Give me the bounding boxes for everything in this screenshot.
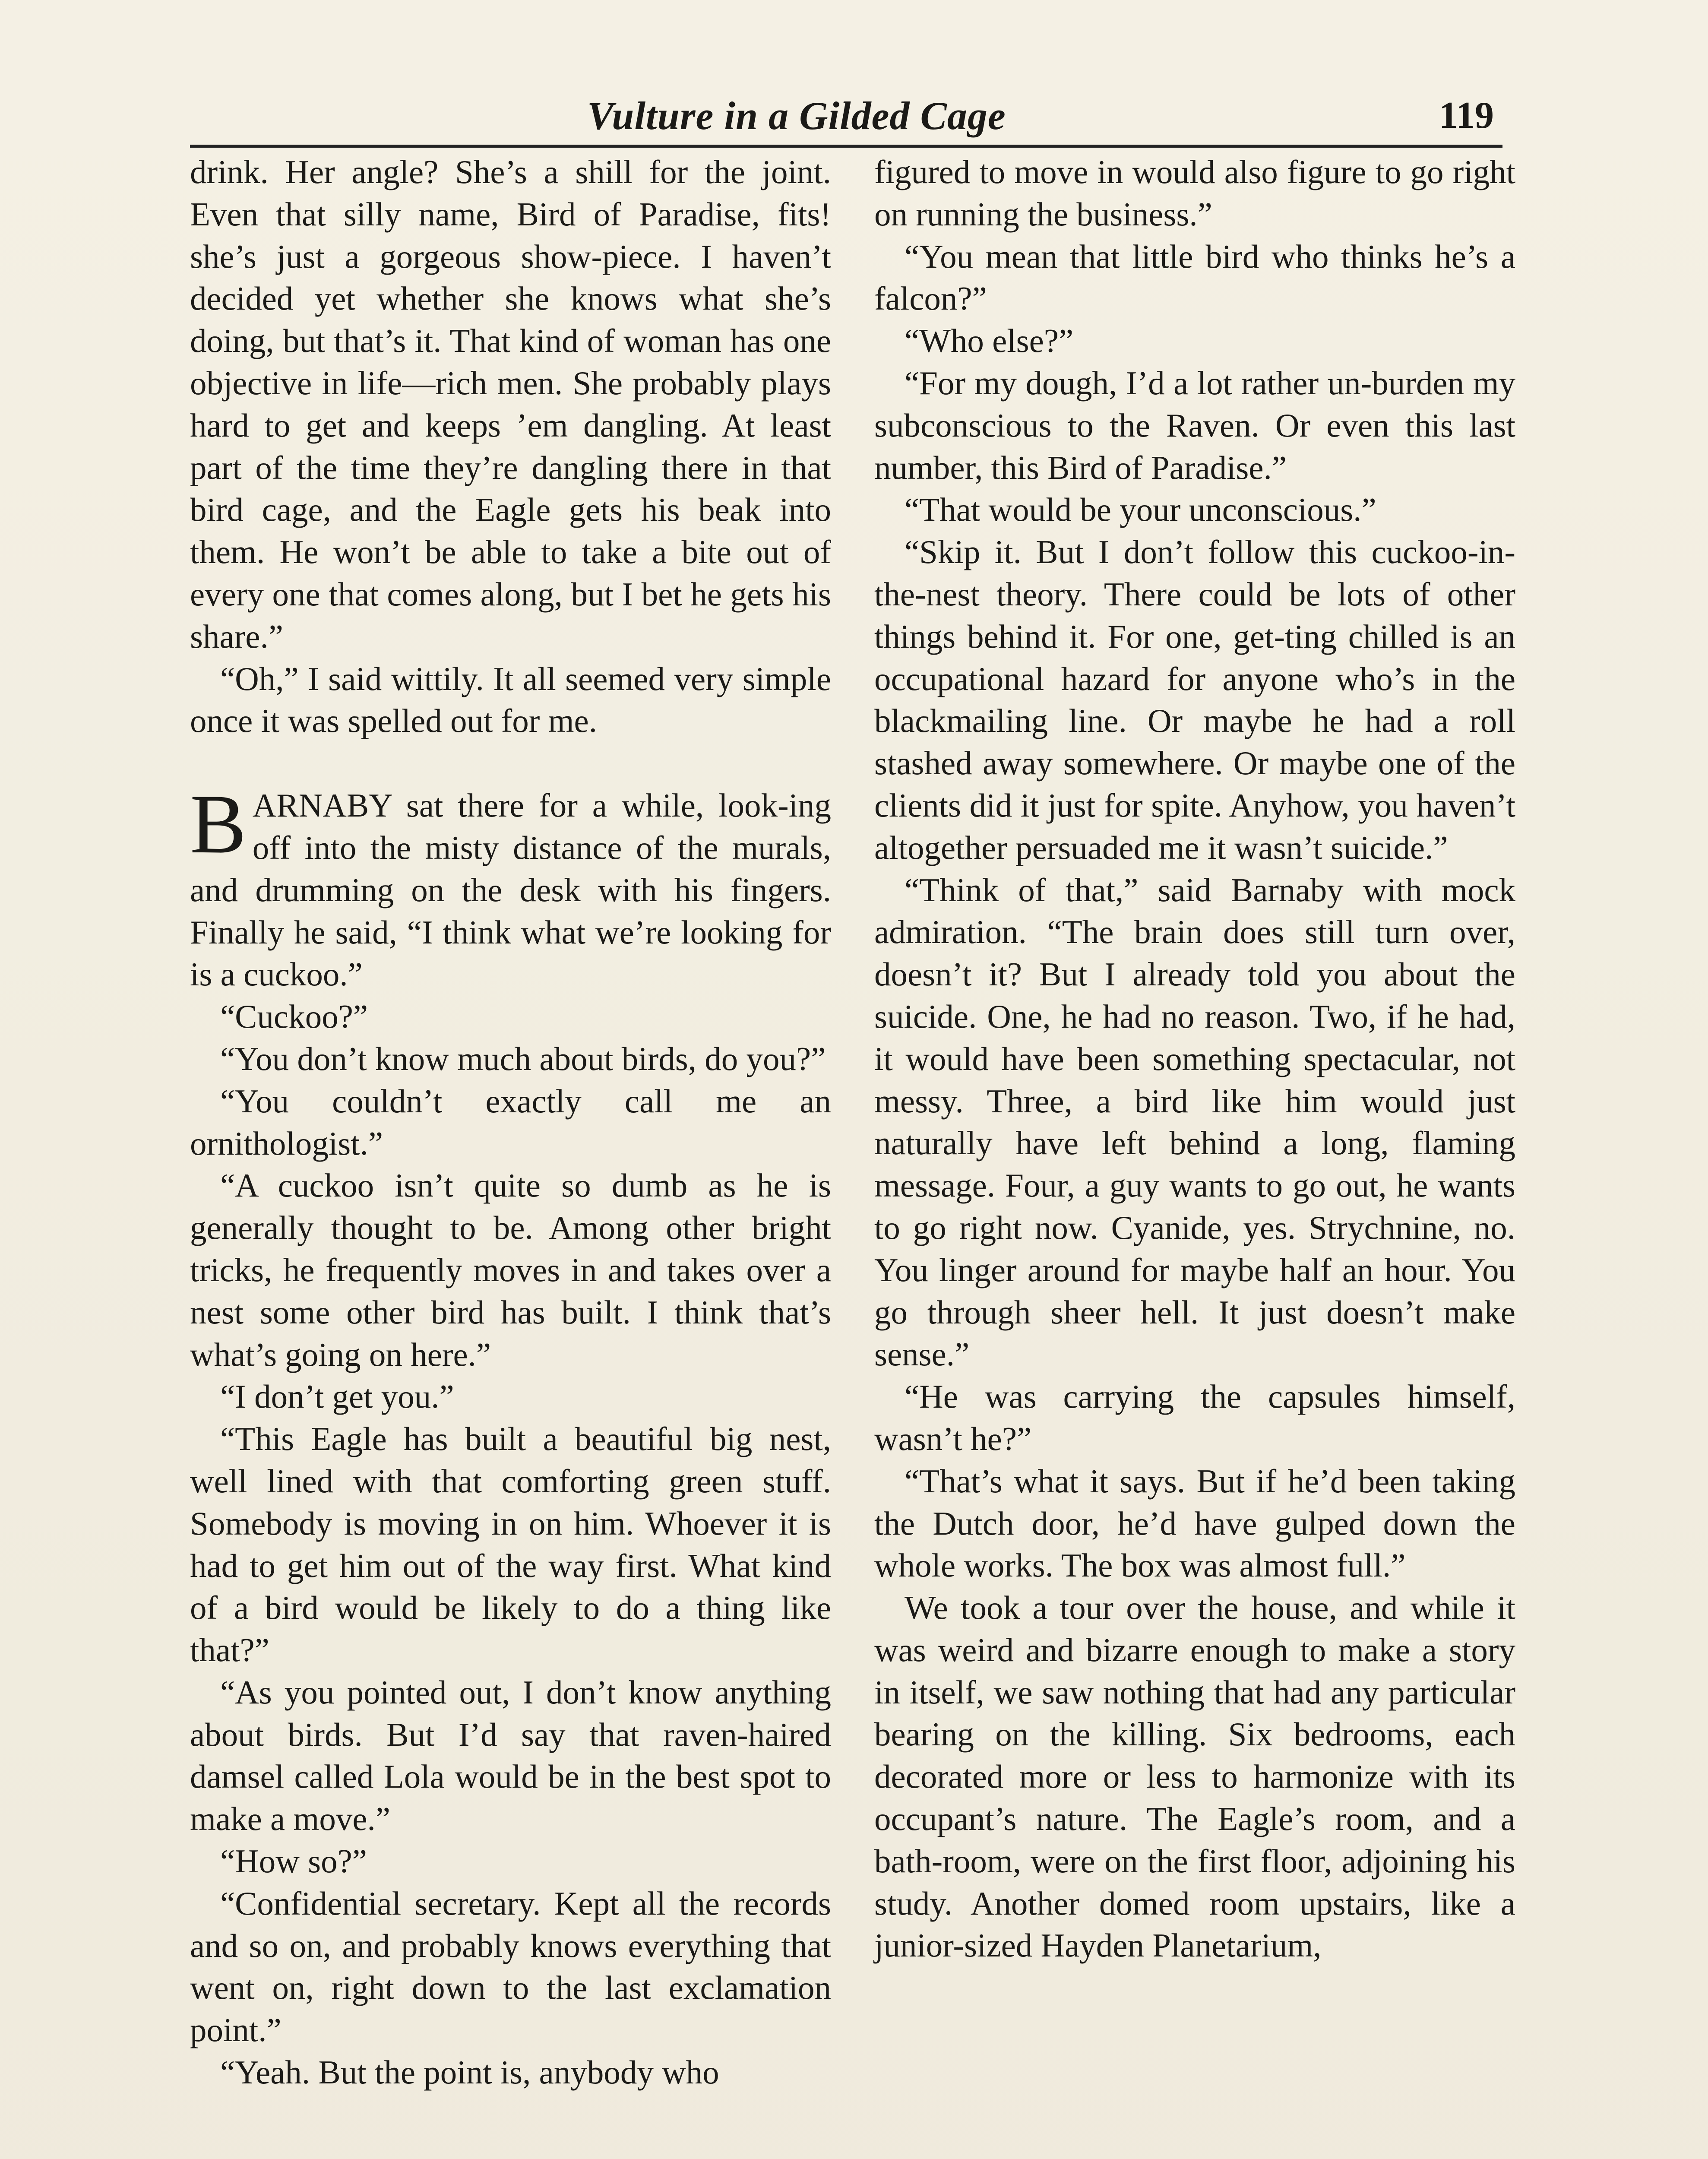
paragraph: We took a tour over the house, and while it was weird and bizarre enough to make a story in itself, we saw nothing that had any particular bearing on the killing. Six bedrooms, each decorated more or less to harmonize with its occupant’s nature. The Eagle’s room, and a bath-room, were on the first floor, adjoining his study. Another domed room upstairs, like a junior-sized Hayden Planetarium, xyxy=(874,1589,1515,1964)
paragraph: “You couldn’t exactly call me an ornithologist.” xyxy=(190,1082,831,1162)
paragraph-text: ARNABY sat there for a while, look-ing off into the misty distance of the murals, and drumming on the desk with his fingers. Finally he said, “I think what we’re looking for is a cuckoo.” xyxy=(190,787,831,993)
paragraph: “For my dough, I’d a lot rather un-burden my subconscious to the Raven. Or even this last number, this Bird of Paradise.” xyxy=(874,364,1515,486)
paragraph: “I don’t get you.” xyxy=(220,1378,454,1415)
section-opening-paragraph xyxy=(190,777,831,996)
paragraph: figured to move in would also figure to go right on running the business.” xyxy=(874,153,1515,233)
page-number: 119 xyxy=(1439,95,1494,136)
right-column xyxy=(874,151,1515,1967)
paragraph: “You don’t know much about birds, do you?” xyxy=(220,1040,826,1077)
paragraph: “He was carrying the capsules himself, wasn’t he?” xyxy=(874,1378,1515,1457)
page-header xyxy=(190,93,1502,148)
running-title: Vulture in a Gilded Cage xyxy=(587,94,1006,138)
paragraph: “Think of that,” said Barnaby with mock admiration. “The brain does still turn over, doesn’t it? But I already told you about the suicide. One, he had no reason. Two, if he had, it would have been something spectacular, not messy. Three, a bird like him would just naturally have left behind a long, flaming message. Four, a guy wants to go out, he wants to go right now. Cyanide, yes. Strychnine, no. You linger around for maybe half an hour. You go through sheer hell. It just doesn’t make sense.” xyxy=(874,871,1515,1373)
left-column xyxy=(190,151,831,2094)
paragraph: “Skip it. But I don’t follow this cuckoo-in-the-nest theory. There could be lots of other things behind it. For one, get-ting chilled is an occupational hazard for anyone who’s in the blackmailing line. Or maybe he had a roll stashed away somewhere. Or maybe one of the clients did it just for spite. Anyhow, you haven’t altogether persuaded me it wasn’t suicide.” xyxy=(874,533,1515,866)
paragraph: “Oh,” I said wittily. It all seemed very simple once it was spelled out for me. xyxy=(190,660,831,740)
paragraph: “Yeah. But the point is, anybody who xyxy=(220,2054,719,2091)
paragraph: “Confidential secretary. Kept all the records and so on, and probably knows everything that went on, right down to the last exclamation point.” xyxy=(190,1884,831,2049)
paragraph: “How so?” xyxy=(220,1842,367,1880)
paragraph: “Who else?” xyxy=(905,322,1074,360)
paragraph: “As you pointed out, I don’t know anything about birds. But I’d say that raven-haired damsel called Lola would be in the best spot to make a move.” xyxy=(190,1673,831,1838)
paragraph: “That would be your unconscious.” xyxy=(905,491,1376,529)
paragraph: “A cuckoo isn’t quite so dumb as he is generally thought to be. Among other bright tricks, he frequently moves in and takes over a nest some other bird has built. I think that’s what’s going on here.” xyxy=(190,1167,831,1373)
paragraph: drink. Her angle? She’s a shill for the joint. Even that silly name, Bird of Paradise, fits! she’s just a gorgeous show-piece. I haven’t decided yet whether she knows what she’s doing, but that’s it. That kind of woman has one objective in life—rich men. She probably plays hard to get and keeps ’em dangling. At least part of the time they’re dangling there in that bird cage, and the Eagle gets his beak into them. He won’t be able to take a bite out of every one that comes along, but I bet he gets his share.” xyxy=(190,153,831,655)
paragraph: “Cuckoo?” xyxy=(220,998,368,1035)
paragraph: “This Eagle has built a beautiful big nest, well lined with that comforting green stuff. Somebody is moving in on him. Whoever it is had to get him out of the way first. What kind of a bird would be likely to do a thing like that?” xyxy=(190,1420,831,1669)
paragraph: “You mean that little bird who thinks he’s a falcon?” xyxy=(874,237,1515,317)
drop-cap: B xyxy=(190,777,247,871)
paragraph: “That’s what it says. But if he’d been taking the Dutch door, he’d have gulped down the whole works. The box was almost full.” xyxy=(874,1462,1515,1584)
